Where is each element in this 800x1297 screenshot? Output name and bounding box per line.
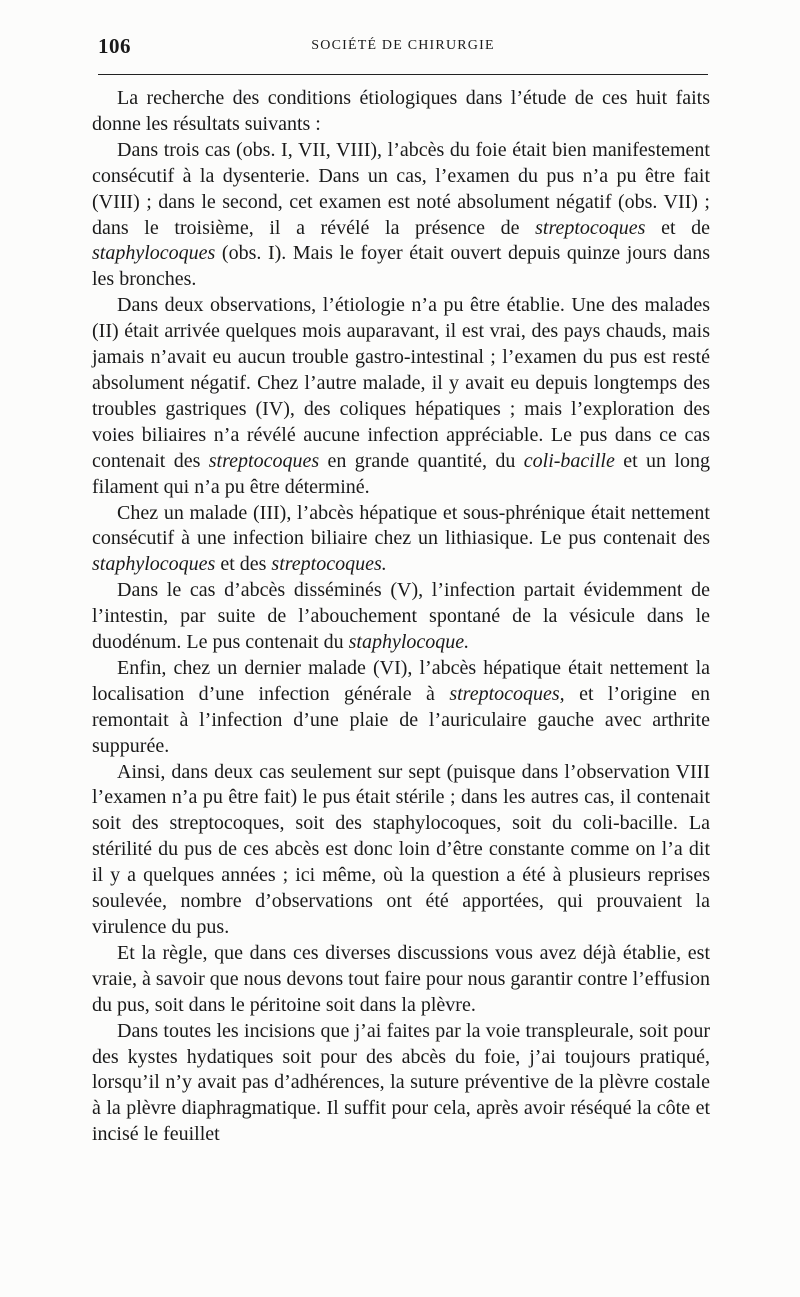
running-head bbox=[98, 34, 708, 62]
italic-term: streptocoques, bbox=[449, 682, 565, 705]
text-run: en grande quantité, du bbox=[319, 449, 524, 472]
paragraph bbox=[92, 86, 710, 138]
paragraph bbox=[92, 656, 710, 760]
text-run: Chez un malade (III), l’abcès hépatique et sous-phrénique était nettement consécutif à une infection biliaire chez un lithiasique. Le pus contenait des bbox=[92, 501, 710, 550]
header-rule bbox=[98, 74, 708, 75]
text-run: et un long filament qui n’a pu être déterminé. bbox=[92, 449, 710, 498]
italic-term: staphylocoques bbox=[92, 242, 216, 265]
italic-term: staphylocoque. bbox=[348, 631, 470, 654]
paragraph bbox=[92, 138, 710, 293]
text-run: Ainsi, dans deux cas seulement sur sept (puisque dans l’observation VIII l’examen n’a pu être fait) le pus était stérile ; dans les autres cas, il contenait soit des streptocoques, soit des staphylocoques, soit du coli-bacille. La stérilité du pus de ces abcès est donc loin d’être constante comme on l’a dit il y a quelques années ; ici même, où la question a été à plusieurs reprises soulevée, nombre d’observations ont été apportées, qui prouvaient la virulence du pus. bbox=[92, 760, 710, 938]
paragraph bbox=[92, 1019, 710, 1149]
text-run: Et la règle, que dans ces diverses discussions vous avez déjà établie, est vraie, à savoir que nous devons tout faire pour nous garantir contre l’effusion du pus, soit dans le péritoine soit dans la plèvre. bbox=[92, 941, 710, 1016]
text-run: et de bbox=[645, 216, 710, 239]
italic-term: streptocoques. bbox=[271, 553, 387, 576]
text-run: Dans toutes les incisions que j’ai faites par la voie transpleurale, soit pour des kystes hydatiques soit pour des abcès du foie, j’ai toujours pratiqué, lorsqu’il n’y avait pas d’adhérences, la suture préventive de la plèvre costale à la plèvre diaphragmatique. Il suffit pour cela, après avoir réséqué la côte et incisé le feuillet bbox=[92, 1019, 710, 1146]
italic-term: streptocoques bbox=[535, 216, 646, 239]
text-run: Dans le cas d’abcès disséminés (V), l’infection partait évidemment de l’intestin, par suite de l’abouchement spontané de la vésicule dans le duodénum. Le pus contenait du bbox=[92, 579, 710, 654]
text-run: (obs. I). Mais le foyer était ouvert depuis quinze jours dans les bronches. bbox=[92, 242, 710, 291]
italic-term: streptocoques bbox=[208, 449, 320, 472]
italic-term: coli-bacille bbox=[523, 449, 615, 472]
italic-term: staphylocoques bbox=[92, 553, 216, 576]
text-run: La recherche des conditions étiologiques dans l’étude de ces huit faits donne les résultats suivants : bbox=[92, 87, 710, 135]
text-run: Enfin, chez un dernier malade (VI), l’abcès hépatique était nettement la localisation d’une infection générale à bbox=[92, 656, 710, 705]
paragraph bbox=[92, 578, 710, 656]
paragraph bbox=[92, 941, 710, 1019]
text-run: Dans deux observations, l’étiologie n’a pu être établie. Une des malades (II) était arrivée quelques mois auparavant, il est vrai, des pays chauds, mais jamais n’avait eu aucun trouble gastro-intestinal ; l’examen du pus est resté absolument négatif. Chez l’autre malade, il y avait eu depuis longtemps des troubles gastriques (IV), des coliques hépatiques ; mais l’exploration des voies biliaires n’a révélé aucune infection appréciable. Le pus dans ce cas contenait des bbox=[92, 294, 710, 472]
page-number: 106 bbox=[98, 34, 131, 58]
text-run: et des bbox=[215, 553, 272, 576]
journal-title: SOCIÉTÉ DE CHIRURGIE bbox=[311, 38, 495, 53]
body-text bbox=[92, 86, 710, 1148]
paragraph bbox=[92, 501, 710, 579]
paragraph bbox=[92, 293, 710, 500]
text-run: et l’origine en remontait à l’infection d’une plaie de l’auriculaire gauche avec arthrite suppurée. bbox=[92, 682, 711, 757]
text-run: Dans trois cas (obs. I, VII, VIII), l’abcès du foie était bien manifestement consécutif à la dysenterie. Dans un cas, l’examen du pus n’a pu être fait (VIII) ; dans le second, cet examen est noté absolument négatif (obs. VII) ; dans le troisième, il a révélé la présence de bbox=[92, 138, 710, 239]
paragraph bbox=[92, 760, 710, 941]
